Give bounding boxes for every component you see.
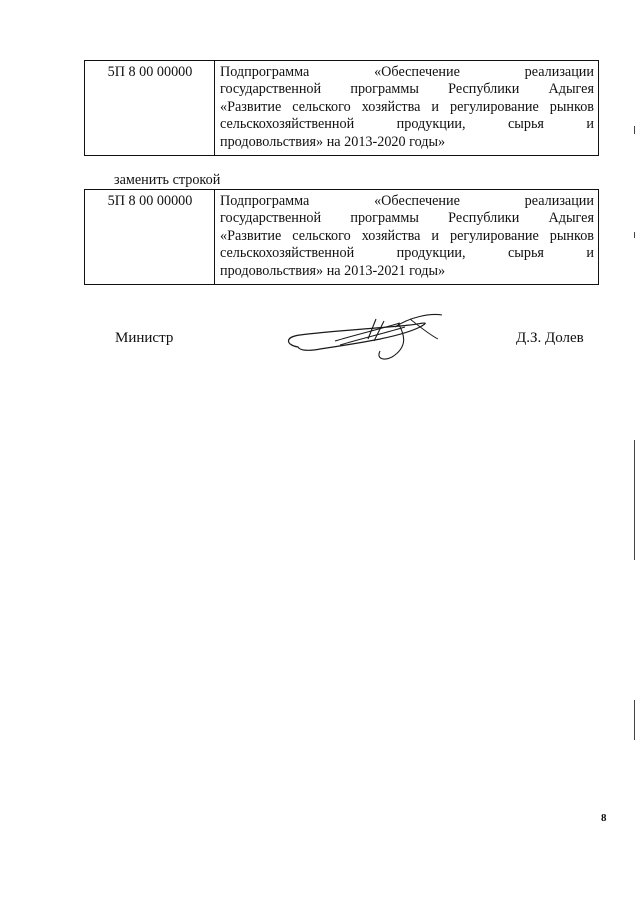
subprogram-description-cell — [215, 190, 599, 285]
description-line: продовольствия» на 2013-2021 годы» — [220, 262, 446, 279]
description-line: государственной программы Республики Адыгея — [220, 210, 594, 227]
replacement-row-table — [84, 189, 599, 285]
description-line: продовольствия» на 2013-2020 годы» — [220, 133, 446, 150]
description-line: сельскохозяйственной продукции, сырья и — [220, 116, 594, 133]
subprogram-description-cell — [215, 61, 599, 156]
replace-instruction: заменить строкой — [114, 172, 221, 188]
description-line: «Развитие сельского хозяйства и регулирование рынков — [220, 227, 594, 244]
scan-edge-mark — [634, 232, 635, 238]
scan-edge-mark — [634, 440, 635, 560]
original-row-table — [84, 60, 599, 156]
description-line: Подпрограмма «Обеспечение реализации — [220, 193, 594, 209]
scan-edge-mark — [634, 126, 635, 134]
table-row — [85, 61, 599, 156]
scan-edge-mark — [634, 700, 635, 740]
table-row — [85, 190, 599, 285]
handwritten-signature — [280, 305, 450, 367]
page-number: 8 — [601, 812, 607, 824]
budget-code-cell: 5П 8 00 00000 — [85, 190, 215, 285]
signatory-title: Министр — [115, 330, 174, 346]
description-line: сельскохозяйственной продукции, сырья и — [220, 245, 594, 262]
budget-code-cell: 5П 8 00 00000 — [85, 61, 215, 156]
signatory-name: Д.З. Долев — [516, 330, 584, 346]
description-line: государственной программы Республики Адыгея — [220, 81, 594, 98]
description-line: «Развитие сельского хозяйства и регулирование рынков — [220, 98, 594, 115]
description-line: Подпрограмма «Обеспечение реализации — [220, 64, 594, 80]
